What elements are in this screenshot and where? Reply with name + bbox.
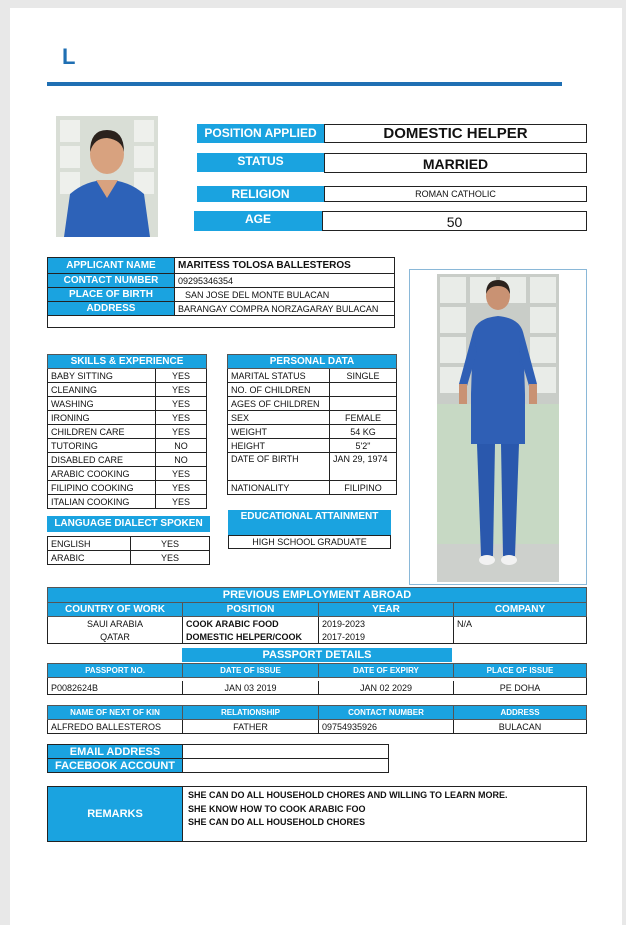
language-name: ENGLISH: [48, 537, 131, 551]
personal-label: DATE OF BIRTH: [228, 453, 330, 481]
personal-label: HEIGHT: [228, 439, 330, 453]
language-table: [47, 536, 210, 565]
next-of-kin-table: [47, 705, 587, 734]
employment-position: DOMESTIC HELPER/COOK: [183, 630, 319, 644]
education-value: HIGH SCHOOL GRADUATE: [228, 535, 391, 549]
personal-label: MARITAL STATUS: [228, 369, 330, 383]
skill-value: YES: [156, 425, 207, 439]
kin-header: CONTACT NUMBER: [319, 706, 454, 720]
religion-label: RELIGION: [197, 186, 324, 202]
personal-label: NO. OF CHILDREN: [228, 383, 330, 397]
applicant-photo-frame: [409, 269, 587, 585]
passport-table: [47, 663, 587, 695]
employment-company: N/A: [454, 617, 587, 631]
skill-name: IRONING: [48, 411, 156, 425]
personal-value: 5'2": [330, 439, 397, 453]
personal-label: AGES OF CHILDREN: [228, 397, 330, 411]
skill-name: TUTORING: [48, 439, 156, 453]
employment-table: [47, 587, 587, 644]
passport-header: PASSPORT NO.: [48, 664, 183, 678]
online-contact-table: [47, 744, 389, 773]
skill-value: YES: [156, 495, 207, 509]
skill-name: ITALIAN COOKING: [48, 495, 156, 509]
place-of-birth-label: PLACE OF BIRTH: [48, 288, 175, 302]
address-label: ADDRESS: [48, 302, 175, 316]
skills-title: SKILLS & EXPERIENCE: [48, 355, 207, 369]
employment-year: 2017-2019: [319, 630, 454, 644]
skill-value: YES: [156, 481, 207, 495]
applicant-name-value: MARITESS TOLOSA BALLESTEROS: [175, 258, 395, 274]
employment-year: 2019-2023: [319, 617, 454, 631]
remarks-text: [182, 787, 586, 841]
skill-name: CHILDREN CARE: [48, 425, 156, 439]
employment-company: [454, 630, 587, 644]
position-applied-value: DOMESTIC HELPER: [324, 124, 587, 143]
remarks-label: REMARKS: [48, 787, 182, 841]
passport-header: DATE OF ISSUE: [183, 664, 319, 678]
personal-label: SEX: [228, 411, 330, 425]
agency-logo: L: [62, 44, 76, 69]
blank-row: [48, 316, 395, 328]
personal-value: [330, 383, 397, 397]
skill-name: ARABIC COOKING: [48, 467, 156, 481]
skill-value: YES: [156, 467, 207, 481]
passport-title: PASSPORT DETAILS: [182, 648, 452, 662]
passport-header: DATE OF EXPIRY: [319, 664, 454, 678]
skills-personal-table: [47, 354, 397, 509]
skill-name: BABY SITTING: [48, 369, 156, 383]
kin-header: NAME OF NEXT OF KIN: [48, 706, 183, 720]
skill-value: YES: [156, 369, 207, 383]
language-title: LANGUAGE DIALECT SPOKEN: [47, 516, 210, 532]
remarks-box: [47, 786, 587, 842]
status-label: STATUS: [197, 153, 324, 172]
personal-value: SINGLE: [330, 369, 397, 383]
employment-position: COOK ARABIC FOOD: [183, 617, 319, 631]
skill-name: WASHING: [48, 397, 156, 411]
skill-value: NO: [156, 439, 207, 453]
remarks-line: SHE KNOW HOW TO COOK ARABIC FOO: [188, 803, 366, 814]
passport-header: PLACE OF ISSUE: [454, 664, 587, 678]
personal-value: JAN 29, 1974: [330, 453, 397, 481]
employment-country: SAUI ARABIA: [48, 617, 183, 631]
personal-value: [330, 397, 397, 411]
kin-address: BULACAN: [454, 720, 587, 734]
passport-expiry-date: JAN 02 2029: [319, 681, 454, 695]
skill-value: YES: [156, 411, 207, 425]
employment-header: COMPANY: [454, 603, 587, 617]
place-of-birth-value: SAN JOSE DEL MONTE BULACAN: [175, 288, 395, 302]
personal-data-title: PERSONAL DATA: [228, 355, 397, 369]
position-applied-label: POSITION APPLIED: [197, 124, 324, 143]
kin-header: ADDRESS: [454, 706, 587, 720]
applicant-photo-small: [56, 116, 158, 237]
employment-title: PREVIOUS EMPLOYMENT ABROAD: [48, 588, 587, 603]
kin-contact: 09754935926: [319, 720, 454, 734]
language-value: YES: [131, 551, 210, 565]
religion-value: ROMAN CATHOLIC: [324, 186, 587, 202]
personal-label: WEIGHT: [228, 425, 330, 439]
age-label: AGE: [194, 211, 322, 231]
applicant-name-label: APPLICANT NAME: [48, 258, 175, 274]
address-value: BARANGAY COMPRA NORZAGARAY BULACAN: [175, 302, 395, 316]
skill-name: DISABLED CARE: [48, 453, 156, 467]
employment-header: COUNTRY OF WORK: [48, 603, 183, 617]
kin-header: RELATIONSHIP: [183, 706, 319, 720]
kin-name: ALFREDO BALLESTEROS: [48, 720, 183, 734]
language-name: ARABIC: [48, 551, 131, 565]
skill-name: CLEANING: [48, 383, 156, 397]
passport-issue-place: PE DOHA: [454, 681, 587, 695]
employment-country: QATAR: [48, 630, 183, 644]
remarks-line: SHE CAN DO ALL HOUSEHOLD CHORES: [188, 817, 366, 827]
email-value: [183, 745, 389, 759]
passport-number: P0082624B: [48, 681, 183, 695]
personal-value: FILIPINO: [330, 481, 397, 495]
personal-value: FEMALE: [330, 411, 397, 425]
applicant-info-table: [47, 257, 395, 328]
status-value: MARRIED: [324, 153, 587, 173]
language-value: YES: [131, 537, 210, 551]
skill-value: YES: [156, 397, 207, 411]
email-label: EMAIL ADDRESS: [48, 745, 183, 759]
facebook-label: FACEBOOK ACCOUNT: [48, 759, 183, 773]
skill-name: FILIPINO COOKING: [48, 481, 156, 495]
skill-value: NO: [156, 453, 207, 467]
facebook-value: [183, 759, 389, 773]
header-divider: [47, 82, 562, 86]
kin-relationship: FATHER: [183, 720, 319, 734]
employment-header: YEAR: [319, 603, 454, 617]
personal-value: 54 KG: [330, 425, 397, 439]
passport-issue-date: JAN 03 2019: [183, 681, 319, 695]
skill-value: YES: [156, 383, 207, 397]
contact-number-value: 09295346354: [175, 274, 395, 288]
employment-header: POSITION: [183, 603, 319, 617]
applicant-photo-full: [437, 274, 559, 582]
education-title: EDUCATIONAL ATTAINMENT: [228, 510, 391, 535]
remarks-line: SHE CAN DO ALL HOUSEHOLD CHORES AND WILLING TO LEARN MORE.: [188, 790, 508, 800]
age-value: 50: [322, 211, 587, 231]
personal-label: NATIONALITY: [228, 481, 330, 495]
contact-number-label: CONTACT NUMBER: [48, 274, 175, 288]
